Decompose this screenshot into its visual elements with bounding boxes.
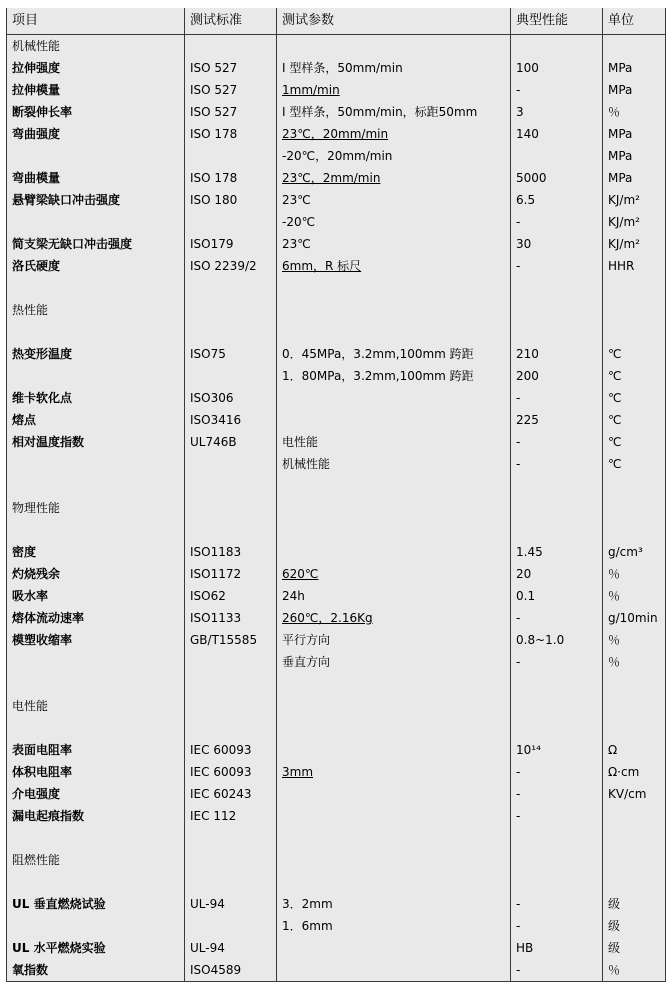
table-row — [7, 79, 666, 101]
spacer-cell — [185, 277, 277, 299]
unit: ％ — [603, 959, 666, 982]
spacer-cell — [277, 871, 511, 893]
unit: g/10min — [603, 607, 666, 629]
unit: g/cm³ — [603, 541, 666, 563]
test-parameter — [277, 299, 511, 321]
table-row — [7, 563, 666, 585]
typical-value: 0.1 — [511, 585, 603, 607]
property-name — [7, 915, 185, 937]
test-parameter: 1mm/min — [277, 79, 511, 101]
test-parameter: 1．80MPa，3.2mm,100mm 跨距 — [277, 365, 511, 387]
property-name — [7, 453, 185, 475]
test-parameter: 3mm — [277, 761, 511, 783]
typical-value: - — [511, 959, 603, 982]
test-standard: ISO306 — [185, 387, 277, 409]
table-row — [7, 585, 666, 607]
spacer-cell — [185, 827, 277, 849]
typical-value: - — [511, 607, 603, 629]
spacer-cell — [7, 827, 185, 849]
spacer-cell — [277, 717, 511, 739]
test-standard: ISO 527 — [185, 79, 277, 101]
typical-value — [511, 497, 603, 519]
property-name: 体积电阻率 — [7, 761, 185, 783]
spacer-cell — [511, 277, 603, 299]
typical-value: 200 — [511, 365, 603, 387]
table-group-row — [7, 299, 666, 321]
spacer-cell — [603, 717, 666, 739]
spacer-cell — [7, 475, 185, 497]
table-row — [7, 629, 666, 651]
property-name: UL 水平燃烧实验 — [7, 937, 185, 959]
test-parameter — [277, 805, 511, 827]
test-parameter: 0．45MPa，3.2mm,100mm 跨距 — [277, 343, 511, 365]
column-header: 项目 — [7, 8, 185, 35]
spacer-cell — [277, 475, 511, 497]
unit: 级 — [603, 915, 666, 937]
table-spacer-row — [7, 475, 666, 497]
unit: ℃ — [603, 431, 666, 453]
table-spacer-row — [7, 519, 666, 541]
spacer-cell — [511, 717, 603, 739]
column-header: 测试参数 — [277, 8, 511, 35]
spacer-cell — [277, 321, 511, 343]
test-standard: IEC 60243 — [185, 783, 277, 805]
spacer-cell — [603, 475, 666, 497]
column-header: 测试标准 — [185, 8, 277, 35]
spacer-cell — [185, 321, 277, 343]
test-standard: ISO 180 — [185, 189, 277, 211]
material-property-table — [6, 8, 666, 982]
unit — [603, 805, 666, 827]
test-standard: ISO1183 — [185, 541, 277, 563]
test-standard: ISO 178 — [185, 167, 277, 189]
test-standard — [185, 453, 277, 475]
spacer-cell — [511, 827, 603, 849]
typical-value — [511, 35, 603, 58]
test-parameter: 3．2mm — [277, 893, 511, 915]
unit: ％ — [603, 629, 666, 651]
test-parameter: 23℃，20mm/min — [277, 123, 511, 145]
typical-value: - — [511, 651, 603, 673]
test-parameter: 23℃ — [277, 233, 511, 255]
spacer-cell — [185, 871, 277, 893]
property-name: 熔点 — [7, 409, 185, 431]
test-standard: GB/T15585 — [185, 629, 277, 651]
table-spacer-row — [7, 717, 666, 739]
unit: ℃ — [603, 453, 666, 475]
spacer-cell — [185, 717, 277, 739]
table-row — [7, 431, 666, 453]
test-standard: UL-94 — [185, 893, 277, 915]
unit — [603, 299, 666, 321]
spacer-cell — [277, 827, 511, 849]
unit: MPa — [603, 123, 666, 145]
spacer-cell — [603, 673, 666, 695]
property-name: 断裂伸长率 — [7, 101, 185, 123]
table-row — [7, 805, 666, 827]
test-standard: ISO75 — [185, 343, 277, 365]
spacer-cell — [511, 519, 603, 541]
spacer-cell — [277, 277, 511, 299]
test-standard: ISO 2239/2 — [185, 255, 277, 277]
test-standard: ISO3416 — [185, 409, 277, 431]
test-parameter: 23℃，2mm/min — [277, 167, 511, 189]
spacer-cell — [185, 475, 277, 497]
test-parameter: -20℃，20mm/min — [277, 145, 511, 167]
unit: KV/cm — [603, 783, 666, 805]
unit: MPa — [603, 145, 666, 167]
property-name: 弯曲强度 — [7, 123, 185, 145]
spacer-cell — [511, 871, 603, 893]
typical-value: 20 — [511, 563, 603, 585]
spacer-cell — [511, 475, 603, 497]
property-group-label: 电性能 — [7, 695, 185, 717]
unit: KJ/m² — [603, 211, 666, 233]
test-parameter: I 型样条，50mm/min，标距50mm — [277, 101, 511, 123]
property-name: 熔体流动速率 — [7, 607, 185, 629]
test-standard: ISO62 — [185, 585, 277, 607]
property-group-label: 物理性能 — [7, 497, 185, 519]
unit: ％ — [603, 101, 666, 123]
test-standard: ISO1172 — [185, 563, 277, 585]
property-name: 吸水率 — [7, 585, 185, 607]
unit: KJ/m² — [603, 233, 666, 255]
property-name: 悬臂梁缺口冲击强度 — [7, 189, 185, 211]
table-row — [7, 189, 666, 211]
test-parameter: 620℃ — [277, 563, 511, 585]
typical-value: 30 — [511, 233, 603, 255]
test-standard: IEC 60093 — [185, 739, 277, 761]
table-spacer-row — [7, 321, 666, 343]
test-parameter — [277, 387, 511, 409]
table-group-row — [7, 849, 666, 871]
spacer-cell — [603, 321, 666, 343]
table-header-row — [7, 8, 666, 35]
test-parameter: 24h — [277, 585, 511, 607]
spacer-cell — [277, 673, 511, 695]
spacer-cell — [7, 321, 185, 343]
table-row — [7, 541, 666, 563]
test-standard — [185, 497, 277, 519]
test-standard — [185, 35, 277, 58]
test-parameter: 电性能 — [277, 431, 511, 453]
property-name: 表面电阻率 — [7, 739, 185, 761]
test-standard: ISO179 — [185, 233, 277, 255]
test-parameter — [277, 497, 511, 519]
test-standard: IEC 112 — [185, 805, 277, 827]
test-standard: UL746B — [185, 431, 277, 453]
table-row — [7, 893, 666, 915]
typical-value: 100 — [511, 57, 603, 79]
property-name: 模塑收缩率 — [7, 629, 185, 651]
typical-value: - — [511, 783, 603, 805]
table-row — [7, 739, 666, 761]
typical-value: - — [511, 255, 603, 277]
unit: ℃ — [603, 387, 666, 409]
typical-value: 210 — [511, 343, 603, 365]
property-group-label: 阻燃性能 — [7, 849, 185, 871]
typical-value: - — [511, 211, 603, 233]
unit: Ω·cm — [603, 761, 666, 783]
test-parameter — [277, 35, 511, 58]
unit: HHR — [603, 255, 666, 277]
spacer-cell — [185, 673, 277, 695]
test-standard: ISO 527 — [185, 57, 277, 79]
property-group-label: 热性能 — [7, 299, 185, 321]
typical-value: 6.5 — [511, 189, 603, 211]
spacer-cell — [7, 871, 185, 893]
table-row — [7, 409, 666, 431]
typical-value: 5000 — [511, 167, 603, 189]
test-standard — [185, 915, 277, 937]
table-group-row — [7, 35, 666, 58]
table-row — [7, 233, 666, 255]
table-row — [7, 783, 666, 805]
test-parameter: 垂直方向 — [277, 651, 511, 673]
unit: ℃ — [603, 343, 666, 365]
property-name: 相对温度指数 — [7, 431, 185, 453]
test-standard: ISO 527 — [185, 101, 277, 123]
unit: ℃ — [603, 365, 666, 387]
test-standard — [185, 211, 277, 233]
property-name: 灼烧残余 — [7, 563, 185, 585]
table-row — [7, 57, 666, 79]
typical-value: - — [511, 387, 603, 409]
test-standard: ISO1133 — [185, 607, 277, 629]
typical-value: 1.45 — [511, 541, 603, 563]
unit — [603, 849, 666, 871]
typical-value: 3 — [511, 101, 603, 123]
typical-value: - — [511, 761, 603, 783]
spacer-cell — [7, 277, 185, 299]
unit: ％ — [603, 585, 666, 607]
unit: MPa — [603, 167, 666, 189]
typical-value: - — [511, 431, 603, 453]
column-header: 单位 — [603, 8, 666, 35]
property-name: 维卡软化点 — [7, 387, 185, 409]
property-name — [7, 365, 185, 387]
typical-value: 10¹⁴ — [511, 739, 603, 761]
test-standard — [185, 145, 277, 167]
column-header: 典型性能 — [511, 8, 603, 35]
test-standard — [185, 651, 277, 673]
property-name: UL 垂直燃烧试验 — [7, 893, 185, 915]
table-row — [7, 365, 666, 387]
table-spacer-row — [7, 277, 666, 299]
unit: ％ — [603, 563, 666, 585]
typical-value: - — [511, 453, 603, 475]
typical-value — [511, 695, 603, 717]
unit: 级 — [603, 937, 666, 959]
test-parameter — [277, 739, 511, 761]
table-row — [7, 387, 666, 409]
test-parameter — [277, 937, 511, 959]
property-name: 密度 — [7, 541, 185, 563]
test-parameter — [277, 783, 511, 805]
test-parameter: 1．6mm — [277, 915, 511, 937]
test-standard: ISO 178 — [185, 123, 277, 145]
table-row — [7, 651, 666, 673]
test-standard — [185, 365, 277, 387]
unit: Ω — [603, 739, 666, 761]
unit: ％ — [603, 651, 666, 673]
property-name: 热变形温度 — [7, 343, 185, 365]
typical-value: - — [511, 915, 603, 937]
test-parameter: 23℃ — [277, 189, 511, 211]
unit — [603, 35, 666, 58]
test-parameter: 机械性能 — [277, 453, 511, 475]
property-name: 氧指数 — [7, 959, 185, 982]
typical-value: - — [511, 79, 603, 101]
table-row — [7, 101, 666, 123]
test-parameter — [277, 959, 511, 982]
typical-value: 0.8~1.0 — [511, 629, 603, 651]
test-standard — [185, 695, 277, 717]
test-parameter: -20℃ — [277, 211, 511, 233]
spacer-cell — [7, 717, 185, 739]
property-name: 弯曲模量 — [7, 167, 185, 189]
table-row — [7, 761, 666, 783]
unit — [603, 695, 666, 717]
table-row — [7, 343, 666, 365]
table-group-row — [7, 695, 666, 717]
unit: MPa — [603, 79, 666, 101]
property-name: 拉伸强度 — [7, 57, 185, 79]
table-row — [7, 145, 666, 167]
spacer-cell — [185, 519, 277, 541]
unit: MPa — [603, 57, 666, 79]
test-parameter: 6mm，R 标尺 — [277, 255, 511, 277]
table-row — [7, 607, 666, 629]
property-name — [7, 145, 185, 167]
typical-value: - — [511, 805, 603, 827]
property-name: 漏电起痕指数 — [7, 805, 185, 827]
test-parameter — [277, 695, 511, 717]
property-group-label: 机械性能 — [7, 35, 185, 58]
unit: 级 — [603, 893, 666, 915]
typical-value: 225 — [511, 409, 603, 431]
test-standard: UL-94 — [185, 937, 277, 959]
table-row — [7, 167, 666, 189]
test-standard: ISO4589 — [185, 959, 277, 982]
table-row — [7, 255, 666, 277]
test-parameter — [277, 409, 511, 431]
spacer-cell — [603, 827, 666, 849]
typical-value — [511, 145, 603, 167]
table-spacer-row — [7, 871, 666, 893]
table-spacer-row — [7, 827, 666, 849]
table-row — [7, 959, 666, 982]
unit: ℃ — [603, 409, 666, 431]
test-parameter: 平行方向 — [277, 629, 511, 651]
test-parameter: I 型样条，50mm/min — [277, 57, 511, 79]
typical-value — [511, 299, 603, 321]
spacer-cell — [7, 673, 185, 695]
typical-value: 140 — [511, 123, 603, 145]
unit — [603, 497, 666, 519]
test-standard: IEC 60093 — [185, 761, 277, 783]
test-standard — [185, 849, 277, 871]
spacer-cell — [511, 673, 603, 695]
test-parameter — [277, 541, 511, 563]
table-row — [7, 937, 666, 959]
unit: KJ/m² — [603, 189, 666, 211]
table-row — [7, 915, 666, 937]
spacer-cell — [511, 321, 603, 343]
spacer-cell — [603, 277, 666, 299]
table-group-row — [7, 497, 666, 519]
table-spacer-row — [7, 673, 666, 695]
spacer-cell — [603, 519, 666, 541]
table-row — [7, 211, 666, 233]
spacer-cell — [603, 871, 666, 893]
property-name — [7, 651, 185, 673]
typical-value: HB — [511, 937, 603, 959]
test-parameter: 260℃，2.16Kg — [277, 607, 511, 629]
typical-value — [511, 849, 603, 871]
table-body — [7, 8, 666, 982]
test-standard — [185, 299, 277, 321]
property-name — [7, 211, 185, 233]
spacer-cell — [277, 519, 511, 541]
test-parameter — [277, 849, 511, 871]
spacer-cell — [7, 519, 185, 541]
property-name: 介电强度 — [7, 783, 185, 805]
table-row — [7, 453, 666, 475]
typical-value: - — [511, 893, 603, 915]
property-name: 洛氏硬度 — [7, 255, 185, 277]
property-name: 拉伸模量 — [7, 79, 185, 101]
table-row — [7, 123, 666, 145]
property-name: 简支梁无缺口冲击强度 — [7, 233, 185, 255]
